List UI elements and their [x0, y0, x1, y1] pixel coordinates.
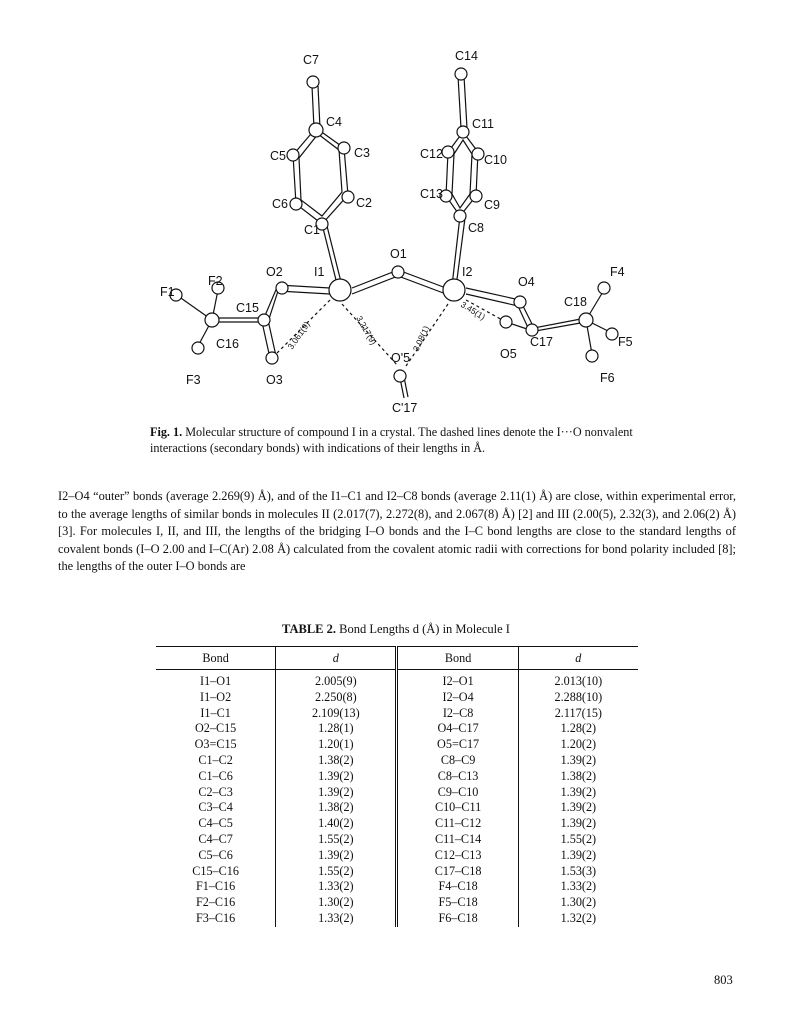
bond-cell: C11–C12 [397, 816, 518, 832]
atom-label-c12: C12 [420, 147, 443, 161]
atom-label-c4: C4 [326, 115, 342, 129]
table-row [156, 848, 638, 864]
table-body [156, 670, 638, 927]
table-row [156, 816, 638, 832]
body-paragraph [58, 488, 736, 576]
atom-label-c18: C18 [564, 295, 587, 309]
atom-label-i2: I2 [462, 265, 473, 279]
figure-caption [150, 424, 650, 456]
paragraph-text: I2–O4 “outer” bonds (average 2.269(9) Å), and of the I1–C1 and I2–C8 bonds (average 2.11(1) Å) are close, within experimental error, to the average lengths of similar bonds in molecules II (2.017(7), 2.272(8), and 2.067(8) Å) [2] and III (2.00(5), 2.32(3), and 2.06(2) Å) [3]. For molecules I, II, and III, the lengths of the bridging I–O bonds and the I–C bond lengths are close to the standard lengths of covalent bonds (I–O 2.00 and I–C(Ar) 2.08 Å) calculated from the covalent atomic radii with corrections for bond polarity included [8]; the lengths of the outer I–O bonds are [58, 489, 736, 574]
length-cell: 1.55(2) [276, 864, 397, 880]
figure-caption-text: Molecular structure of compound I in a crystal. The dashed lines denote the I···O nonvalent interactions (secondary bonds) with indications of their lengths in Å. [150, 425, 633, 455]
length-cell: 1.30(2) [560, 895, 597, 910]
table-row [156, 895, 638, 911]
atom-label-c3: C3 [354, 146, 370, 160]
length-cell: 1.33(2) [276, 879, 397, 895]
table-row [156, 769, 638, 785]
table-row [156, 706, 638, 722]
table-title-text: Bond Lengths d (Å) in Molecule I [339, 622, 510, 636]
length-cell: 2.250(8) [276, 690, 397, 706]
atom-label-o3: O3 [266, 373, 283, 387]
atom-label-c13: C13 [420, 187, 443, 201]
length-cell: 1.38(2) [276, 800, 397, 816]
bond-cell: O2–C15 [156, 721, 276, 737]
atom-label-f4: F4 [610, 265, 625, 279]
length-cell: 1.30(2) [276, 895, 397, 911]
length-cell: 2.005(9) [276, 670, 397, 690]
bond-cell: F6–C18 [397, 911, 518, 927]
atom-label-c9: C9 [484, 198, 500, 212]
atom-label-o1: O1 [390, 247, 407, 261]
atom-label-o5-prime: O'5 [391, 351, 411, 365]
bond-cell: F1–C16 [156, 879, 276, 895]
bond-cell: I2–C8 [397, 706, 518, 722]
table-row [156, 879, 638, 895]
table-row [156, 753, 638, 769]
table-row [156, 690, 638, 706]
bond-cell: I1–O2 [156, 690, 276, 706]
bond-cell: C10–C11 [397, 800, 518, 816]
bond-cell: C1–C2 [156, 753, 276, 769]
distance-label-i2-o5: 3.45(1) [458, 299, 488, 322]
distance-label-i1-o5p: 3.217(9) [354, 314, 379, 347]
length-cell: 2.288(10) [554, 689, 603, 704]
bond-cell: F5–C18 [397, 895, 518, 911]
molecule-diagram [0, 0, 792, 420]
bond-cell: O5=C17 [397, 737, 518, 753]
distance-label-i2-o5p: 3.08(1) [410, 324, 432, 353]
length-cell: 1.33(2) [560, 879, 597, 894]
atom-label-f6: F6 [600, 371, 615, 385]
bond-cell: C4–C5 [156, 816, 276, 832]
atom-label-c1: C1 [304, 223, 320, 237]
table-row [156, 785, 638, 801]
length-cell: 1.39(2) [276, 769, 397, 785]
atom-label-f1: F1 [160, 285, 175, 299]
length-cell: 1.33(2) [276, 911, 397, 927]
bond-cell: C15–C16 [156, 864, 276, 880]
molecular-structure-figure [0, 0, 792, 420]
length-cell: 1.39(2) [560, 816, 597, 831]
length-cell: 1.39(2) [276, 848, 397, 864]
bond-cell: C3–C4 [156, 800, 276, 816]
length-cell: 1.39(2) [560, 847, 597, 862]
atom-label-c16: C16 [216, 337, 239, 351]
table-title [0, 622, 792, 637]
atom-label-f5: F5 [618, 335, 633, 349]
table-header-row [156, 647, 638, 670]
length-cell: 2.013(10) [554, 674, 603, 688]
atom-label-o2: O2 [266, 265, 283, 279]
length-cell: 1.38(2) [560, 768, 597, 783]
atom-label-f3: F3 [186, 373, 201, 387]
length-cell: 2.109(13) [276, 706, 397, 722]
atom-label-o4: O4 [518, 275, 535, 289]
length-cell: 1.20(2) [560, 737, 597, 752]
atom-label-c17-prime: C'17 [392, 401, 418, 415]
bond-cell: C5–C6 [156, 848, 276, 864]
header-d-1: d [276, 647, 397, 670]
atom-labels [160, 49, 633, 415]
bond-cell: C2–C3 [156, 785, 276, 801]
bond-cell: C1–C6 [156, 769, 276, 785]
length-cell: 1.28(1) [276, 721, 397, 737]
atom-label-f2: F2 [208, 274, 223, 288]
bonds [178, 76, 610, 398]
bond-cell: C17–C18 [397, 864, 518, 880]
page-number: 803 [714, 973, 733, 987]
atom-label-c2: C2 [356, 196, 372, 210]
header-d-2: d [518, 647, 638, 670]
bond-cell: C8–C13 [397, 769, 518, 785]
length-cell: 1.39(2) [560, 784, 597, 799]
length-cell: 1.53(3) [560, 863, 597, 878]
bond-cell: C4–C7 [156, 832, 276, 848]
distance-labels [285, 299, 487, 353]
header-bond-1: Bond [156, 647, 276, 670]
table-row [156, 670, 638, 690]
atom-label-c10: C10 [484, 153, 507, 167]
bond-cell: F2–C16 [156, 895, 276, 911]
table-row [156, 737, 638, 753]
bond-cell: O4–C17 [397, 721, 518, 737]
atom-label-c11: C11 [472, 117, 495, 131]
atom-label-c15: C15 [236, 301, 259, 315]
length-cell: 1.40(2) [276, 816, 397, 832]
table-row [156, 911, 638, 927]
length-cell: 2.117(15) [554, 705, 602, 720]
table-row [156, 721, 638, 737]
bond-lengths-table [156, 646, 638, 927]
atom-label-c8: C8 [468, 221, 484, 235]
table-row [156, 864, 638, 880]
atom-label-c17: C17 [530, 335, 553, 349]
distance-label-i1-o3: 3.061(9) [285, 319, 312, 352]
table-label: TABLE 2. [282, 622, 336, 636]
bond-cell: C11–C14 [397, 832, 518, 848]
length-cell: 1.28(2) [560, 721, 597, 736]
length-cell: 1.55(2) [560, 831, 597, 846]
atom-label-i1: I1 [314, 265, 325, 279]
bond-cell: I2–O1 [397, 670, 518, 690]
atom-label-c14: C14 [455, 49, 478, 63]
header-bond-2: Bond [397, 647, 518, 670]
length-cell: 1.39(2) [560, 752, 597, 767]
table-row [156, 832, 638, 848]
bond-cell: I1–C1 [156, 706, 276, 722]
bond-cell: C8–C9 [397, 753, 518, 769]
atom-label-c6: C6 [272, 197, 288, 211]
bond-cell: F3–C16 [156, 911, 276, 927]
atom-label-o5: O5 [500, 347, 517, 361]
bond-cell: C9–C10 [397, 785, 518, 801]
figure-caption-label: Fig. 1. [150, 425, 183, 439]
atom-label-c5: C5 [270, 149, 286, 163]
bond-cell: I2–O4 [397, 690, 518, 706]
atom-label-c7: C7 [303, 53, 319, 67]
length-cell: 1.32(2) [560, 910, 597, 925]
length-cell: 1.20(1) [276, 737, 397, 753]
length-cell: 1.39(2) [276, 785, 397, 801]
bond-cell: F4–C18 [397, 879, 518, 895]
bond-cell: C12–C13 [397, 848, 518, 864]
table-row [156, 800, 638, 816]
length-cell: 1.55(2) [276, 832, 397, 848]
length-cell: 1.39(2) [560, 800, 597, 815]
bond-cell: I1–O1 [156, 670, 276, 690]
bond-cell: O3=C15 [156, 737, 276, 753]
length-cell: 1.38(2) [276, 753, 397, 769]
